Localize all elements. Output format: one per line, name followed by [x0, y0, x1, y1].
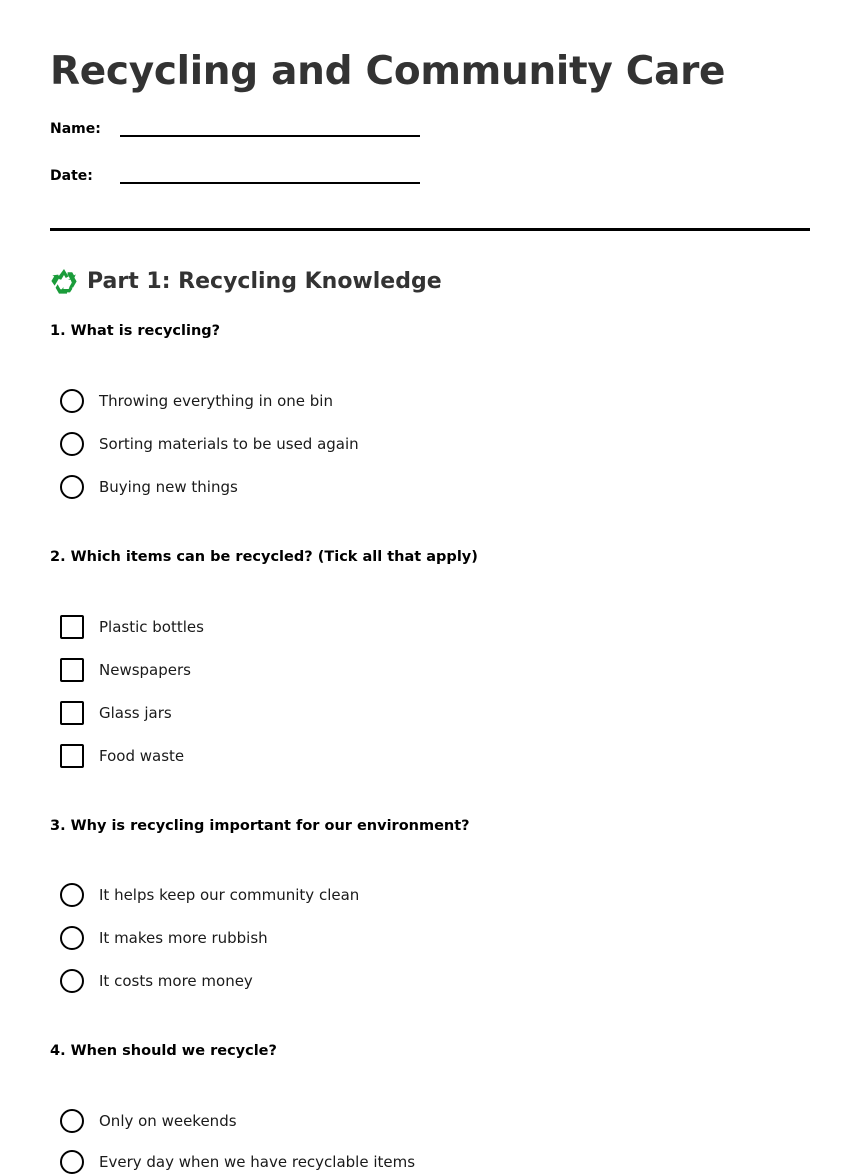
name-field[interactable] [50, 121, 430, 151]
radio-button[interactable] [60, 969, 84, 993]
checkbox[interactable] [60, 744, 84, 768]
checkbox[interactable] [60, 615, 84, 639]
option-label: Every day when we have recyclable items [99, 1153, 416, 1171]
option-label: Glass jars [99, 704, 172, 722]
date-label: Date: [50, 168, 93, 184]
option-label: Buying new things [99, 478, 238, 496]
q2-option-2[interactable] [60, 657, 191, 683]
radio-button[interactable] [60, 432, 84, 456]
name-line[interactable] [120, 135, 420, 137]
question-3: 3. Why is recycling important for our environment? [50, 818, 470, 834]
date-field[interactable] [50, 168, 430, 198]
option-label: It helps keep our community clean [99, 886, 360, 904]
q1-option-3[interactable] [60, 474, 238, 500]
question-1: 1. What is recycling? [50, 323, 221, 339]
option-label: Food waste [99, 747, 185, 765]
option-label: Only on weekends [99, 1112, 237, 1130]
option-label: Newspapers [99, 661, 191, 679]
question-2: 2. Which items can be recycled? (Tick all that apply) [50, 549, 478, 565]
radio-button[interactable] [60, 389, 84, 413]
radio-button[interactable] [60, 883, 84, 907]
radio-button[interactable] [60, 475, 84, 499]
q3-option-1[interactable] [60, 882, 359, 908]
radio-button[interactable] [60, 926, 84, 950]
q2-option-3[interactable] [60, 700, 172, 726]
name-label: Name: [50, 121, 101, 137]
option-label: Sorting materials to be used again [99, 435, 359, 453]
option-label: Plastic bottles [99, 618, 204, 636]
q3-option-3[interactable] [60, 968, 253, 994]
question-4: 4. When should we recycle? [50, 1043, 277, 1059]
q4-option-1[interactable] [60, 1108, 237, 1134]
checkbox[interactable] [60, 701, 84, 725]
section-divider [50, 228, 810, 231]
date-line[interactable] [120, 182, 420, 184]
q2-option-4[interactable] [60, 743, 184, 769]
option-label: It costs more money [99, 972, 253, 990]
radio-button[interactable] [60, 1109, 84, 1133]
q1-option-2[interactable] [60, 431, 359, 457]
page-title: Recycling and Community Care [50, 49, 726, 94]
part1-heading [50, 267, 442, 295]
q2-option-1[interactable] [60, 614, 204, 640]
q1-option-1[interactable] [60, 388, 333, 414]
q3-option-2[interactable] [60, 925, 268, 951]
checkbox[interactable] [60, 658, 84, 682]
option-label: It makes more rubbish [99, 929, 268, 947]
option-label: Throwing everything in one bin [99, 392, 333, 410]
radio-button[interactable] [60, 1150, 84, 1174]
recycle-icon [50, 267, 78, 295]
part1-title: Part 1: Recycling Knowledge [87, 268, 442, 294]
q4-option-2[interactable] [60, 1149, 415, 1175]
